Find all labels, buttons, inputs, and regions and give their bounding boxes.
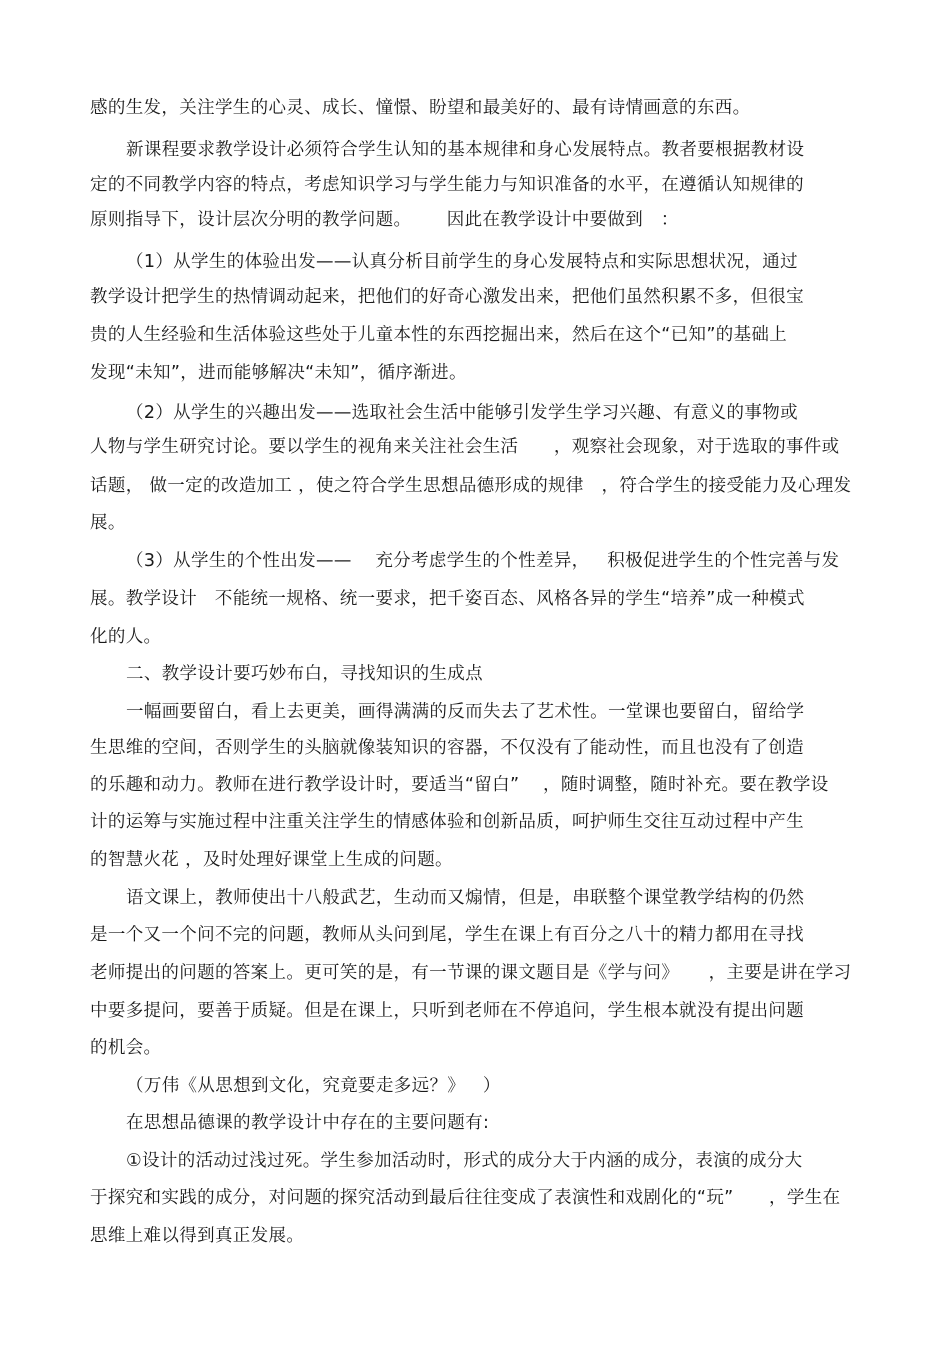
text-line: 是一个又一个问不完的问题，教师从头问到尾，学生在课上有百分之八十的精力都用在寻找	[90, 925, 804, 945]
citation: （万伟《从思想到文化，究竟要走多远？》 ）	[126, 1076, 501, 1096]
text-line: （3）从学生的个性出发—— 充分考虑学生的个性差异， 积极促进学生的个性完善与发	[126, 551, 840, 571]
text-line: 老师提出的问题的答案上。更可笑的是，有一节课的课文题目是《学与问》 ，主要是讲在学习	[90, 963, 852, 983]
text-line: 发现“未知”，进而能够解决“未知”，循序渐进。	[90, 363, 467, 383]
text-line: 定的不同教学内容的特点，考虑知识学习与学生能力与知识准备的水平，在遵循认知规律的	[90, 175, 804, 195]
text-line: ①设计的活动过浅过死。学生参加活动时，形式的成分大于内涵的成分，表演的成分大	[126, 1151, 803, 1171]
text-line: 新课程要求教学设计必须符合学生认知的基本规律和身心发展特点。教者要根据教材设	[126, 140, 805, 160]
text-line: 人物与学生研究讨论。要以学生的视角来关注社会生活 ，观察社会现象，对于选取的事件或	[90, 437, 840, 457]
text-line: 生思维的空间，否则学生的头脑就像装知识的容器，不仅没有了能动性，而且也没有了创造	[90, 738, 804, 758]
text-line: 展。教学设计 不能统一规格、统一要求，把千姿百态、风格各异的学生“培养”成一种模式	[90, 589, 805, 609]
text-line: 于探究和实践的成分，对问题的探究活动到最后往往变成了表演性和戏剧化的“玩” ，学生在	[90, 1188, 841, 1208]
text-line: 中要多提问，要善于质疑。但是在课上，只听到老师在不停追问，学生根本就没有提出问题	[90, 1001, 804, 1021]
text-line: 教学设计把学生的热情调动起来，把他们的好奇心激发出来，把他们虽然积累不多，但很宝	[90, 287, 804, 307]
text-line: 化的人。	[90, 627, 162, 647]
section-heading: 二、教学设计要巧妙布白，寻找知识的生成点	[126, 664, 483, 684]
text-line: 的乐趣和动力。教师在进行教学设计时，要适当“留白” ，随时调整，随时补充。要在教学设	[90, 775, 829, 795]
text-line: 思维上难以得到真正发展。	[90, 1226, 305, 1246]
text-line: 的机会。	[90, 1038, 162, 1058]
text-line: （1）从学生的体验出发——认真分析目前学生的身心发展特点和实际思想状况，通过	[126, 252, 798, 272]
text-line: （2）从学生的兴趣出发——选取社会生活中能够引发学生学习兴趣、有意义的事物或	[126, 403, 798, 423]
text-line: 计的运筹与实施过程中注重关注学生的情感体验和创新品质，呵护师生交往互动过程中产生	[90, 812, 804, 832]
text-line: 一幅画要留白，看上去更美，画得满满的反而失去了艺术性。一堂课也要留白，留给学	[126, 702, 805, 722]
text-line: 感的生发，关注学生的心灵、成长、憧憬、盼望和最美好的、最有诗情画意的东西。	[90, 98, 751, 118]
text-line: 原则指导下，设计层次分明的教学问题。 因此在教学设计中要做到 ：	[90, 210, 679, 230]
text-line: 贵的人生经验和生活体验这些处于儿童本性的东西挖掘出来，然后在这个“已知”的基础上	[90, 325, 788, 345]
text-line: 话题， 做一定的改造加工 ，使之符合学生思想品德形成的规律 ，符合学生的接受能力及心理发	[90, 476, 852, 496]
text-line: 的智慧火花 ，及时处理好课堂上生成的问题。	[90, 850, 453, 870]
text-line: 展。	[90, 513, 126, 533]
text-line: 语文课上，教师使出十八般武艺，生动而又煽情，但是，串联整个课堂教学结构的仍然	[126, 888, 805, 908]
text-line: 在思想品德课的教学设计中存在的主要问题有:	[126, 1113, 490, 1133]
